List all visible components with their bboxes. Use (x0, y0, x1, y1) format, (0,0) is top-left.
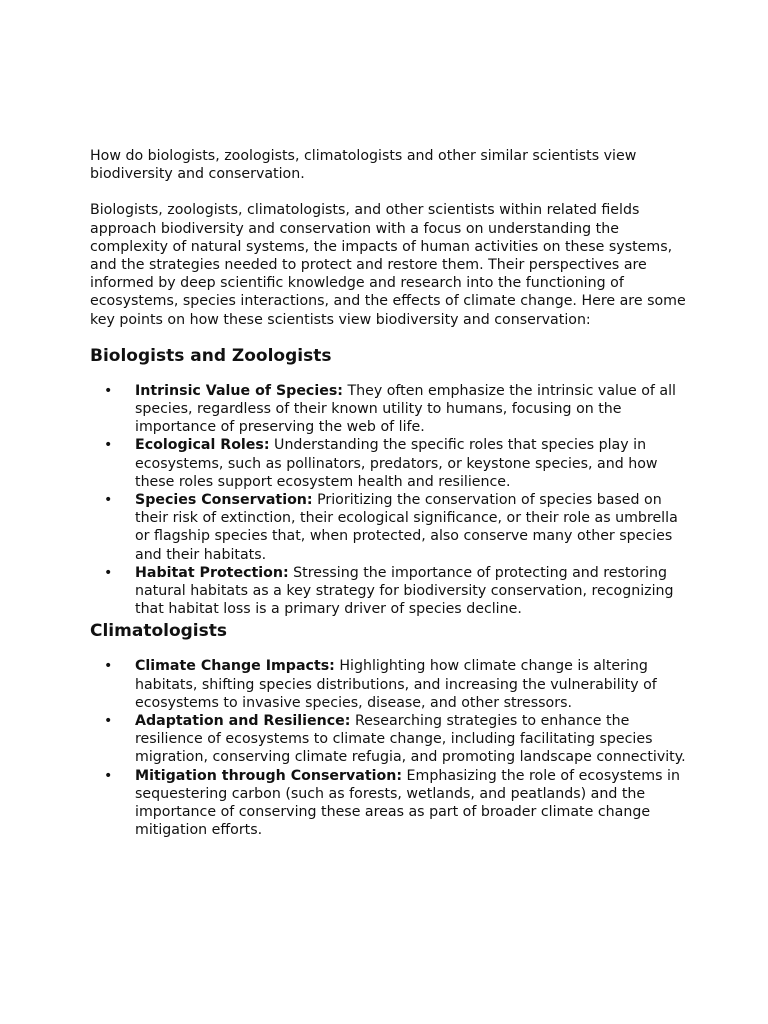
list-item (90, 564, 690, 619)
list-item-term: Habitat Protection: (135, 564, 289, 581)
list-item-text: They often emphasize the intrinsic value of all species, regardless of their known utility to humans, focusing on the importance of preserving the web of life. (135, 382, 676, 436)
intro-paragraph: Biologists, zoologists, climatologists, and other scientists within related fields approach biodiversity and conservation with a focus on understanding the complexity of natural systems, the impacts of human activities on these systems, and the strategies needed to protect and restore them. Their perspectives are informed by deep scientific knowledge and research into the functioning of ecosystems, species interactions, and the effects of climate change. Here are some key points on how these scientists view biodiversity and conservation: (90, 202, 686, 328)
question-paragraph: How do biologists, zoologists, climatologists and other similar scientists view biodiversity and conservation. (90, 148, 637, 183)
section-heading-biologists: Biologists and Zoologists (90, 345, 332, 366)
list-item-text: Prioritizing the conservation of species based on their risk of extinction, their ecological significance, or their role as umbrella or flagship species that, when protected, also conserve many other species and their habitats. (135, 492, 678, 563)
list-item-text: Understanding the specific roles that species play in ecosystems, such as pollinators, predators, or keystone species, and how these roles support ecosystem health and resilience. (135, 437, 658, 490)
list-item-term: Adaptation and Resilience: (135, 713, 351, 730)
bullet-icon: • (104, 437, 113, 454)
list-item (90, 436, 690, 491)
bullet-icon: • (104, 382, 113, 399)
list-item-text: Emphasizing the role of ecosystems in sequestering carbon (such as forests, wetlands, and peatlands) and the importance of conserving these areas as part of broader climate change mitigation efforts. (135, 767, 680, 839)
list-item-text: Stressing the importance of protecting and restoring natural habitats as a key strategy for biodiversity conservation, recognizing that habitat loss is a primary driver of species decline. (135, 564, 674, 618)
document-page (90, 147, 690, 840)
list-item-text: Highlighting how climate change is altering habitats, shifting species distributions, and increasing the vulnerability of ecosystems to invasive species, disease, and other stressors. (135, 658, 657, 711)
list-item-term: Intrinsic Value of Species: (135, 382, 343, 399)
bullet-icon: • (104, 658, 113, 675)
bullet-icon: • (104, 767, 113, 784)
list-item-term: Climate Change Impacts: (135, 658, 335, 675)
list-item-term: Mitigation through Conservation: (135, 767, 403, 784)
bullet-icon: • (104, 564, 113, 581)
biologists-list (90, 382, 690, 619)
list-item (90, 767, 690, 840)
section-heading-climatologists: Climatologists (90, 621, 227, 642)
list-item (90, 657, 690, 712)
bullet-icon: • (104, 713, 113, 730)
list-item-term: Ecological Roles: (135, 437, 270, 454)
list-item-term: Species Conservation: (135, 492, 313, 509)
list-item-text: Researching strategies to enhance the resilience of ecosystems to climate change, including facilitating species migration, conserving climate refugia, and promoting landscape connectivity. (135, 713, 686, 766)
list-item (90, 382, 690, 437)
list-item (90, 491, 690, 564)
bullet-icon: • (104, 492, 113, 509)
climatologists-list (90, 657, 690, 839)
list-item (90, 712, 690, 767)
